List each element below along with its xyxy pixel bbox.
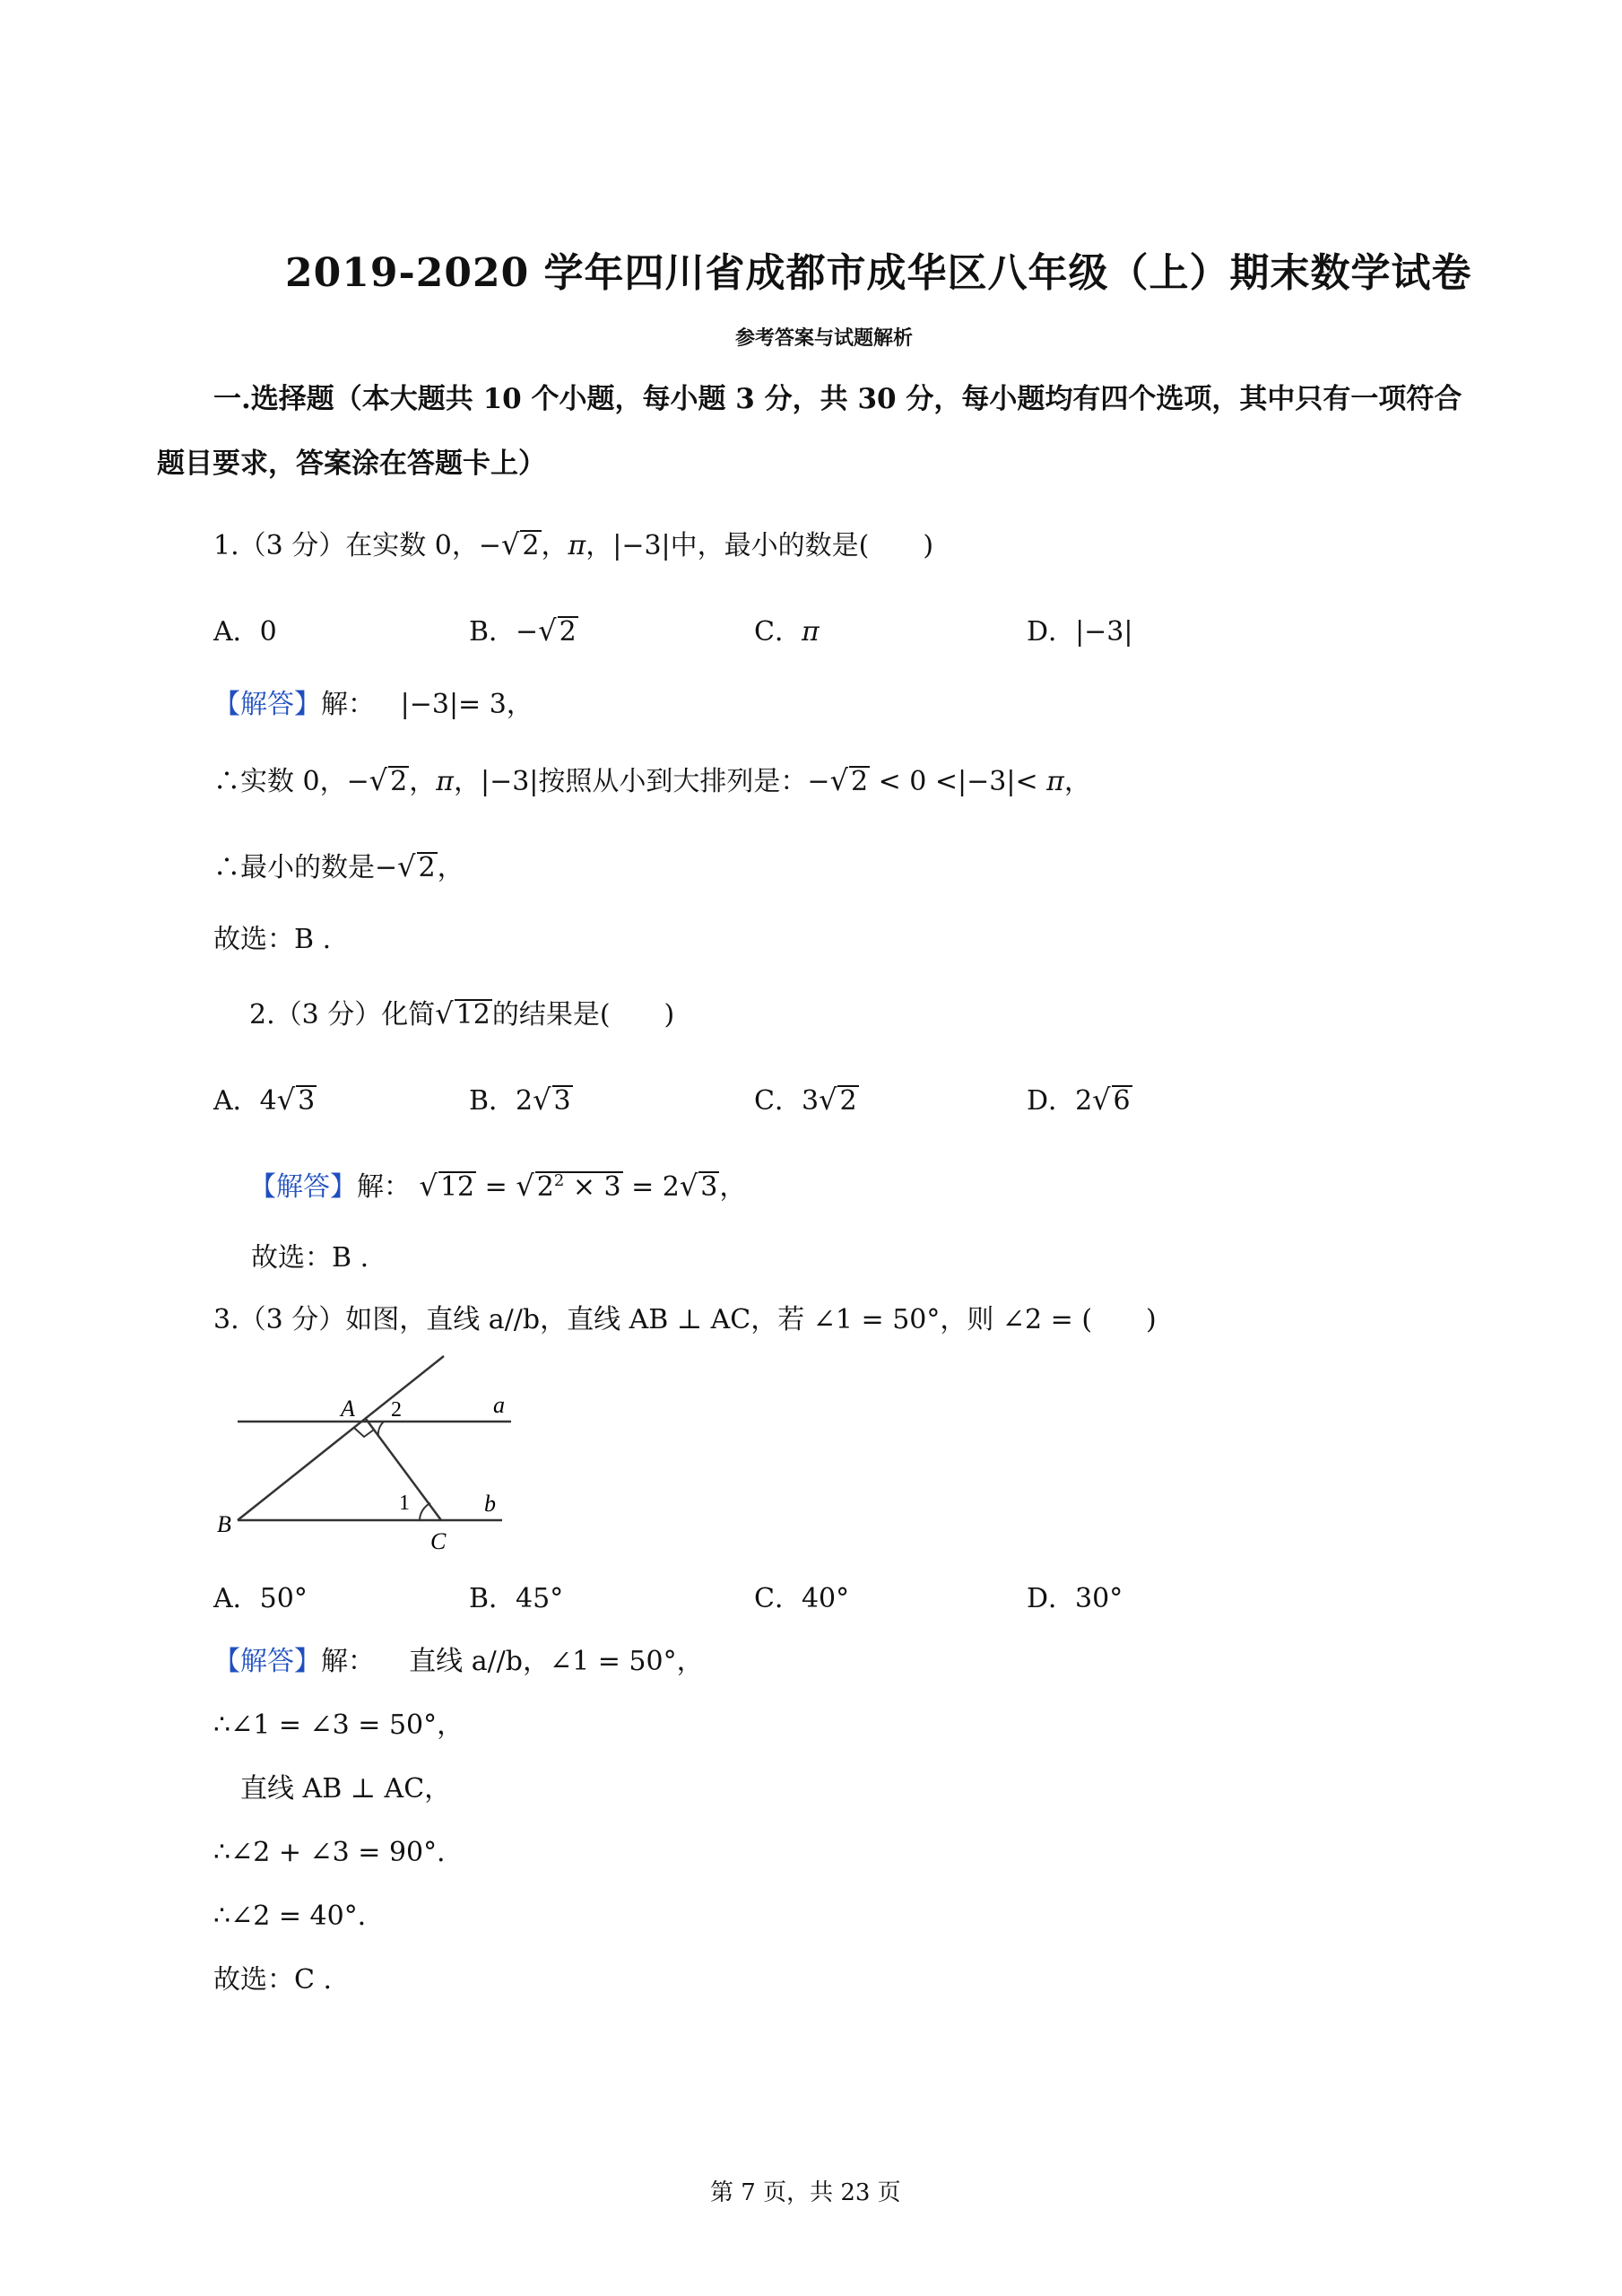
- q3-answer-line2: ∴∠1 = ∠3 = 50°，: [213, 1709, 464, 1741]
- answer-tag: 【解答】: [213, 689, 321, 720]
- q2-option-b: B．2√ 3: [469, 1083, 571, 1117]
- q3-option-a: A．50°: [213, 1583, 308, 1614]
- q1-stem: 1.（3 分）在实数 0，−√ 2，π，|−3|中，最小的数是( ): [213, 527, 934, 561]
- q2-answer-line1: 【解答】解： √ 12 = √ $2^2 \times 3 = 2√$ 3，: [249, 1169, 747, 1203]
- q1-option-a: A．0: [213, 616, 277, 648]
- q2-stem: 2.（3 分）化简√ 12的结果是( ): [249, 996, 675, 1031]
- label-a: a: [493, 1392, 505, 1418]
- q1-answer-line3: ∴最小的数是−√ 2，: [213, 849, 464, 883]
- angle-1-arc: [420, 1503, 430, 1520]
- q2-option-c: C．3√ 2: [754, 1083, 857, 1117]
- q2-option-a: A．4√ 3: [213, 1083, 316, 1117]
- label-angle-1: 1: [399, 1492, 410, 1515]
- label-C: C: [430, 1528, 447, 1554]
- q3-option-d: D．30°: [1027, 1583, 1123, 1614]
- right-angle-mark: [354, 1428, 374, 1437]
- label-A: A: [341, 1396, 355, 1422]
- q3-option-c: C．40°: [754, 1583, 850, 1614]
- angle-2-arc: [378, 1422, 384, 1437]
- q3-answer-line4: ∴∠2 + ∠3 = 90°．: [213, 1837, 464, 1868]
- parallel-lines-figure: [206, 1345, 529, 1561]
- section-heading-line1: 一.选择题（本大题共 10 个小题，每小题 3 分，共 30 分，每小题均有四个选项，其中只有一项符合: [213, 383, 1462, 415]
- page-title: 2019-2020 学年四川省成都市成华区八年级（上）期末数学试卷: [285, 250, 1472, 296]
- q1-option-b: B．−√ 2: [469, 613, 577, 648]
- section-heading-line2: 题目要求，答案涂在答题卡上）: [157, 448, 546, 480]
- q1-answer-line1: 【解答】解： |−3|= 3，: [213, 689, 533, 720]
- q1-choice: 故选：B .: [213, 924, 332, 955]
- line-ab: [238, 1356, 444, 1520]
- q1-option-d: D．|−3|: [1027, 616, 1133, 648]
- q3-answer-line5: ∴∠2 = 40°．: [213, 1900, 385, 1932]
- q3-option-b: B．45°: [469, 1583, 564, 1614]
- q3-answer-line3: 直线 AB ⊥ AC，: [240, 1773, 452, 1805]
- answer-tag: 【解答】: [213, 1646, 321, 1677]
- q2-option-d: D．2√ 6: [1027, 1083, 1131, 1117]
- q1-answer-line2: ∴实数 0，−√ 2，π，|−3|按照从小到大排列是：−√ 2 < 0 <|−3|< π，: [213, 763, 1091, 797]
- q3-choice: 故选：C .: [213, 1964, 333, 1996]
- q1-option-c: C．π: [754, 616, 820, 648]
- label-angle-2: 2: [391, 1398, 402, 1422]
- q2-choice: 故选：B .: [251, 1242, 369, 1274]
- label-B: B: [217, 1511, 231, 1537]
- page-footer: 第 7 页，共 23 页: [710, 2179, 901, 2206]
- answer-tag: 【解答】: [249, 1171, 357, 1203]
- page-subtitle: 参考答案与试题解析: [735, 326, 914, 350]
- q3-stem: 3.（3 分）如图，直线 a//b，直线 AB ⊥ AC，若 ∠1 = 50°，则 ∠2 = ( ): [213, 1304, 1157, 1335]
- label-b: b: [484, 1491, 496, 1517]
- q3-answer-line1: 【解答】解： 直线 a//b，∠1 = 50°，: [213, 1646, 704, 1677]
